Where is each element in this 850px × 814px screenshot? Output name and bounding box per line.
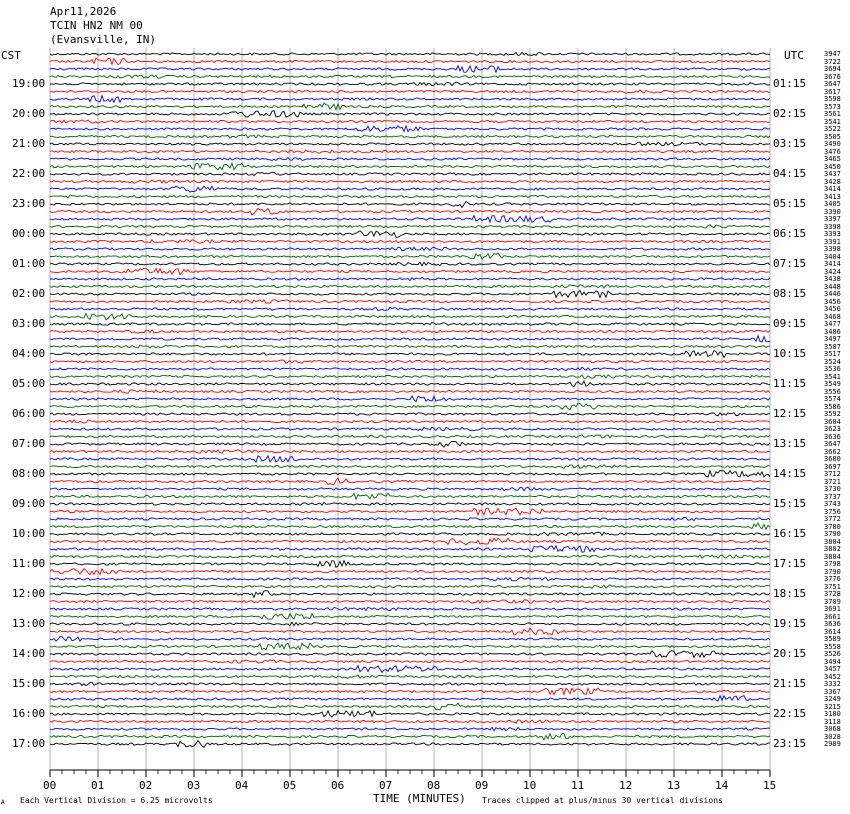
x-tick-label: 00: [43, 779, 57, 792]
trace-lines: [50, 52, 770, 747]
trace-amplitude-label: 3604: [824, 417, 841, 426]
trace-amplitude-label: 3722: [824, 57, 841, 66]
trace-line-1: [50, 58, 770, 65]
trace-line-26: [50, 247, 770, 250]
left-hour-label: 03:00: [12, 317, 46, 330]
trace-line-0: [50, 52, 770, 55]
right-hour-label: 20:15: [773, 647, 807, 660]
trace-line-40: [50, 351, 770, 358]
header-date: Apr11,2026: [50, 5, 117, 18]
trace-amplitude-label: 3428: [824, 177, 841, 186]
trace-line-69: [50, 569, 770, 575]
trace-amplitude-label: 3804: [824, 537, 841, 546]
trace-line-78: [50, 637, 770, 642]
trace-amplitude-label: 3118: [824, 717, 841, 726]
trace-amplitude-label: 3393: [824, 230, 841, 238]
trace-line-51: [50, 435, 770, 438]
trace-line-62: [50, 517, 770, 520]
trace-amplitude-label: 3802: [824, 545, 841, 553]
trace-amplitude-label: 3414: [824, 260, 841, 268]
trace-line-81: [50, 660, 770, 663]
trace-amplitude-label: 3028: [824, 732, 841, 741]
trace-line-2: [50, 66, 770, 73]
trace-line-6: [50, 96, 770, 103]
right-hour-label: 13:15: [773, 437, 807, 450]
left-hour-label: 19:00: [12, 77, 46, 90]
trace-line-57: [50, 478, 770, 485]
right-hour-label: 01:15: [773, 77, 807, 90]
trace-amplitude-label: 3780: [824, 522, 841, 531]
trace-line-15: [50, 163, 770, 170]
trace-amplitude-label: 3068: [824, 725, 841, 733]
trace-line-43: [50, 375, 770, 378]
trace-line-73: [50, 600, 770, 603]
trace-amplitude-label: 3391: [824, 237, 841, 246]
trace-amplitude-label: 3486: [824, 327, 841, 336]
trace-line-3: [50, 75, 770, 78]
trace-amplitude-label: 3756: [824, 507, 841, 516]
left-hour-label: 15:00: [12, 677, 46, 690]
right-hour-label: 18:15: [773, 587, 807, 600]
trace-amplitude-label: 3249: [824, 695, 841, 703]
x-tick-label: 07: [379, 779, 393, 792]
trace-line-49: [50, 420, 770, 423]
left-hour-label: 13:00: [12, 617, 46, 630]
x-tick-label: 14: [715, 779, 729, 792]
trace-line-55: [50, 465, 770, 469]
trace-amplitude-label: 3662: [824, 447, 841, 456]
trace-line-30: [50, 277, 770, 280]
trace-line-23: [50, 225, 770, 228]
trace-amplitude-label: 3614: [824, 627, 841, 636]
trace-amplitude-label: 3728: [824, 590, 841, 598]
trace-line-60: [50, 502, 770, 505]
trace-line-22: [50, 216, 770, 223]
trace-line-83: [50, 675, 770, 678]
trace-line-48: [50, 413, 770, 416]
x-tick-label: 03: [187, 779, 201, 792]
trace-line-17: [50, 180, 770, 183]
trace-line-68: [50, 561, 770, 568]
trace-amplitude-label: 3772: [824, 515, 841, 523]
trace-line-8: [50, 111, 770, 117]
right-hour-label: 12:15: [773, 407, 807, 420]
x-tick-label: 04: [235, 779, 249, 792]
x-tick-label: 06: [331, 779, 345, 792]
trace-line-74: [50, 607, 770, 610]
trace-amplitude-label: 3490: [824, 140, 841, 148]
left-hour-label: 17:00: [12, 737, 46, 750]
trace-line-34: [50, 307, 770, 310]
right-hour-label: 07:15: [773, 257, 807, 270]
x-tick-label: 05: [283, 779, 297, 792]
trace-line-39: [50, 345, 770, 348]
trace-amplitude-label: 3676: [824, 72, 841, 81]
left-hour-label: 14:00: [12, 647, 46, 660]
trace-line-52: [50, 441, 770, 447]
trace-amplitude-label: 3592: [824, 410, 841, 418]
trace-line-47: [50, 403, 770, 410]
trace-line-37: [50, 330, 770, 333]
trace-line-41: [50, 360, 770, 363]
trace-line-66: [50, 546, 770, 552]
right-hour-label: 17:15: [773, 557, 807, 570]
right-hour-label: 11:15: [773, 377, 807, 390]
trace-amplitude-label: 3452: [824, 672, 841, 681]
left-hour-label: 05:00: [12, 377, 46, 390]
trace-amplitude-label: 3413: [824, 192, 841, 201]
trace-amplitude-label: 3798: [824, 560, 841, 568]
trace-line-79: [50, 643, 770, 650]
trace-line-18: [50, 186, 770, 192]
x-axis: [50, 770, 770, 777]
trace-line-36: [50, 323, 770, 326]
x-tick-label: 08: [427, 779, 441, 792]
trace-line-59: [50, 493, 770, 499]
trace-amplitude-label: 3465: [824, 155, 841, 163]
x-tick-label: 10: [523, 779, 537, 792]
trace-amplitude-label: 3680: [824, 455, 841, 463]
trace-line-42: [50, 367, 770, 370]
trace-amplitude-label: 3790: [824, 567, 841, 576]
trace-line-12: [50, 142, 770, 146]
trace-amplitude-label: 3505: [824, 132, 841, 141]
right-hour-label: 05:15: [773, 197, 807, 210]
trace-line-19: [50, 195, 770, 198]
trace-line-4: [50, 82, 770, 86]
trace-amplitude-label: 3404: [824, 252, 841, 261]
left-hour-label: 06:00: [12, 407, 46, 420]
trace-line-70: [50, 577, 770, 580]
trace-line-10: [50, 126, 770, 132]
right-timezone-label: UTC: [784, 49, 804, 62]
clipping-note: Traces clipped at plus/minus 30 vertical divisions: [482, 796, 723, 805]
header-station: TCIN HN2 NM 00: [50, 19, 143, 32]
trace-amplitude-label: 3497: [824, 335, 841, 343]
trace-line-27: [50, 253, 770, 259]
trace-amplitude-label: 3448: [824, 282, 841, 291]
trace-line-65: [50, 538, 770, 545]
trace-amplitude-label: 3541: [824, 372, 841, 381]
trace-amplitude-label: 3541: [824, 117, 841, 126]
left-hour-label: 01:00: [12, 257, 46, 270]
trace-amplitude-label: 3556: [824, 387, 841, 396]
x-tick-label: 12: [619, 779, 633, 792]
trace-amplitude-label: 3524: [824, 357, 841, 366]
left-hour-label: 04:00: [12, 347, 46, 360]
trace-amplitude-label: 3390: [824, 207, 841, 216]
right-hour-label: 09:15: [773, 317, 807, 330]
trace-line-35: [50, 313, 770, 319]
right-hour-label: 21:15: [773, 677, 807, 690]
left-hour-label: 20:00: [12, 107, 46, 120]
trace-line-25: [50, 240, 770, 244]
x-tick-label: 11: [571, 779, 585, 792]
trace-amplitude-label: 3730: [824, 485, 841, 493]
trace-amplitude-label: 3598: [824, 95, 841, 103]
left-hour-label: 16:00: [12, 707, 46, 720]
trace-amplitude-label: 3424: [824, 267, 841, 276]
trace-line-45: [50, 390, 770, 393]
trace-amplitude-label: 3494: [824, 657, 841, 666]
trace-amplitude-label: 3215: [824, 702, 841, 711]
right-hour-label: 04:15: [773, 167, 807, 180]
trace-amplitude-label: 3617: [824, 87, 841, 96]
trace-line-86: [50, 696, 770, 701]
trace-amplitude-label: 3332: [824, 680, 841, 688]
trace-amplitude-label: 3721: [824, 477, 841, 486]
trace-amplitude-label: 3405: [824, 200, 841, 208]
left-hour-label: 23:00: [12, 197, 46, 210]
trace-line-92: [50, 741, 770, 748]
trace-amplitude-label: 3636: [824, 432, 841, 441]
x-tick-label: 13: [667, 779, 681, 792]
trace-amplitude-label: 3623: [824, 425, 841, 433]
trace-line-91: [50, 733, 770, 739]
trace-line-13: [50, 150, 770, 153]
x-tick-label: 15: [763, 779, 777, 792]
left-hour-label: 10:00: [12, 527, 46, 540]
trace-amplitude-label: 3709: [824, 597, 841, 606]
x-axis-title: TIME (MINUTES): [373, 792, 466, 805]
trace-amplitude-label: 3790: [824, 530, 841, 538]
header-location: (Evansville, IN): [50, 33, 156, 46]
trace-line-44: [50, 381, 770, 387]
trace-line-58: [50, 487, 770, 491]
trace-line-14: [50, 158, 770, 161]
trace-amplitude-label: 3476: [824, 147, 841, 156]
trace-amplitude-label: 2989: [824, 740, 841, 748]
left-hour-label: 11:00: [12, 557, 46, 570]
trace-amplitude-label: 3477: [824, 320, 841, 328]
trace-amplitude-label: 3526: [824, 650, 841, 658]
trace-line-32: [50, 291, 770, 298]
right-hour-label: 15:15: [773, 497, 807, 510]
trace-amplitude-label: 3647: [824, 440, 841, 448]
right-hour-label: 19:15: [773, 617, 807, 630]
x-tick-label: 01: [91, 779, 105, 792]
trace-amplitude-label: 3446: [824, 290, 841, 298]
trace-line-77: [50, 628, 770, 635]
left-hour-label: 21:00: [12, 137, 46, 150]
trace-amplitude-label: 3574: [824, 395, 841, 403]
trace-line-38: [50, 336, 770, 342]
left-hour-label: 12:00: [12, 587, 46, 600]
trace-line-89: [50, 720, 770, 723]
trace-amplitude-label: 3694: [824, 65, 841, 73]
right-hour-label: 14:15: [773, 467, 807, 480]
trace-line-80: [50, 651, 770, 658]
trace-amplitude-label: 3573: [824, 102, 841, 111]
trace-line-20: [50, 202, 770, 208]
trace-amplitude-label: 3180: [824, 710, 841, 718]
right-hour-label: 06:15: [773, 227, 807, 240]
trace-amplitude-label: 3367: [824, 687, 841, 696]
left-hour-label: 22:00: [12, 167, 46, 180]
trace-amplitude-label: 3397: [824, 215, 841, 223]
trace-amplitude-label: 3697: [824, 462, 841, 471]
corner-mark: A: [1, 799, 5, 806]
trace-amplitude-label: 3456: [824, 305, 841, 313]
trace-line-84: [50, 682, 770, 685]
trace-amplitude-label: 3776: [824, 575, 841, 583]
trace-amplitude-label: 3804: [824, 552, 841, 561]
left-hour-label: 07:00: [12, 437, 46, 450]
trace-line-21: [50, 208, 770, 215]
trace-line-50: [50, 427, 770, 431]
trace-amplitude-label: 3507: [824, 342, 841, 351]
trace-line-11: [50, 135, 770, 138]
trace-amplitude-label: 3437: [824, 170, 841, 178]
trace-amplitude-label: 3517: [824, 350, 841, 358]
left-hour-label: 02:00: [12, 287, 46, 300]
trace-line-87: [50, 703, 770, 710]
right-hour-label: 22:15: [773, 707, 807, 720]
trace-amplitude-label: 3647: [824, 80, 841, 88]
trace-amplitude-label: 3549: [824, 380, 841, 388]
trace-amplitude-label: 3712: [824, 470, 841, 478]
trace-amplitude-label: 3661: [824, 612, 841, 621]
trace-line-31: [50, 285, 770, 289]
trace-line-71: [50, 585, 770, 589]
trace-line-29: [50, 268, 770, 274]
trace-line-16: [50, 172, 770, 175]
trace-line-82: [50, 666, 770, 673]
trace-amplitude-label: 3737: [824, 492, 841, 501]
trace-amplitude-label: 3691: [824, 605, 841, 613]
trace-amplitude-label: 3536: [824, 365, 841, 373]
trace-amplitude-label: 3398: [824, 222, 841, 231]
trace-amplitude-label: 3589: [824, 635, 841, 643]
trace-line-33: [50, 300, 770, 304]
trace-amplitude-label: 3414: [824, 185, 841, 193]
right-hour-label: 03:15: [773, 137, 807, 150]
trace-line-9: [50, 120, 770, 123]
trace-line-75: [50, 614, 770, 620]
trace-line-76: [50, 622, 770, 625]
trace-line-56: [50, 471, 770, 478]
right-hour-label: 10:15: [773, 347, 807, 360]
trace-line-24: [50, 231, 770, 238]
trace-line-90: [50, 727, 770, 731]
trace-amplitude-label: 3751: [824, 582, 841, 591]
left-hour-label: 00:00: [12, 227, 46, 240]
trace-amplitude-label: 3743: [824, 500, 841, 508]
trace-line-67: [50, 555, 770, 558]
trace-amplitude-label: 3398: [824, 245, 841, 253]
trace-amplitude-label: 3558: [824, 642, 841, 651]
trace-amplitude-label: 3586: [824, 402, 841, 411]
trace-amplitude-label: 3522: [824, 125, 841, 133]
right-hour-label: 16:15: [773, 527, 807, 540]
trace-line-63: [50, 523, 770, 529]
trace-line-88: [50, 711, 770, 717]
x-tick-label: 02: [139, 779, 153, 792]
trace-line-54: [50, 456, 770, 463]
trace-amplitude-label: 3456: [824, 297, 841, 306]
trace-line-85: [50, 688, 770, 695]
trace-line-72: [50, 591, 770, 598]
right-hour-label: 23:15: [773, 737, 807, 750]
trace-line-64: [50, 532, 770, 536]
trace-amplitude-label: 3561: [824, 110, 841, 118]
right-hour-label: 08:15: [773, 287, 807, 300]
trace-amplitude-label: 3468: [824, 312, 841, 321]
x-tick-label: 09: [475, 779, 489, 792]
trace-line-5: [50, 90, 770, 93]
left-timezone-label: CST: [1, 49, 21, 62]
trace-line-61: [50, 508, 770, 515]
trace-amplitude-label: 3947: [824, 50, 841, 58]
vertical-division-note: Each Vertical Division = 6.25 microvolts: [20, 796, 213, 805]
left-hour-label: 09:00: [12, 497, 46, 510]
trace-amplitude-label: 3457: [824, 665, 841, 673]
trace-line-46: [50, 396, 770, 402]
trace-amplitude-label: 3450: [824, 162, 841, 171]
left-hour-label: 08:00: [12, 467, 46, 480]
trace-amplitude-label: 3438: [824, 275, 841, 283]
trace-line-28: [50, 262, 770, 266]
trace-line-53: [50, 450, 770, 453]
trace-line-7: [50, 103, 770, 110]
right-hour-label: 02:15: [773, 107, 807, 120]
trace-amplitude-label: 3636: [824, 620, 841, 628]
